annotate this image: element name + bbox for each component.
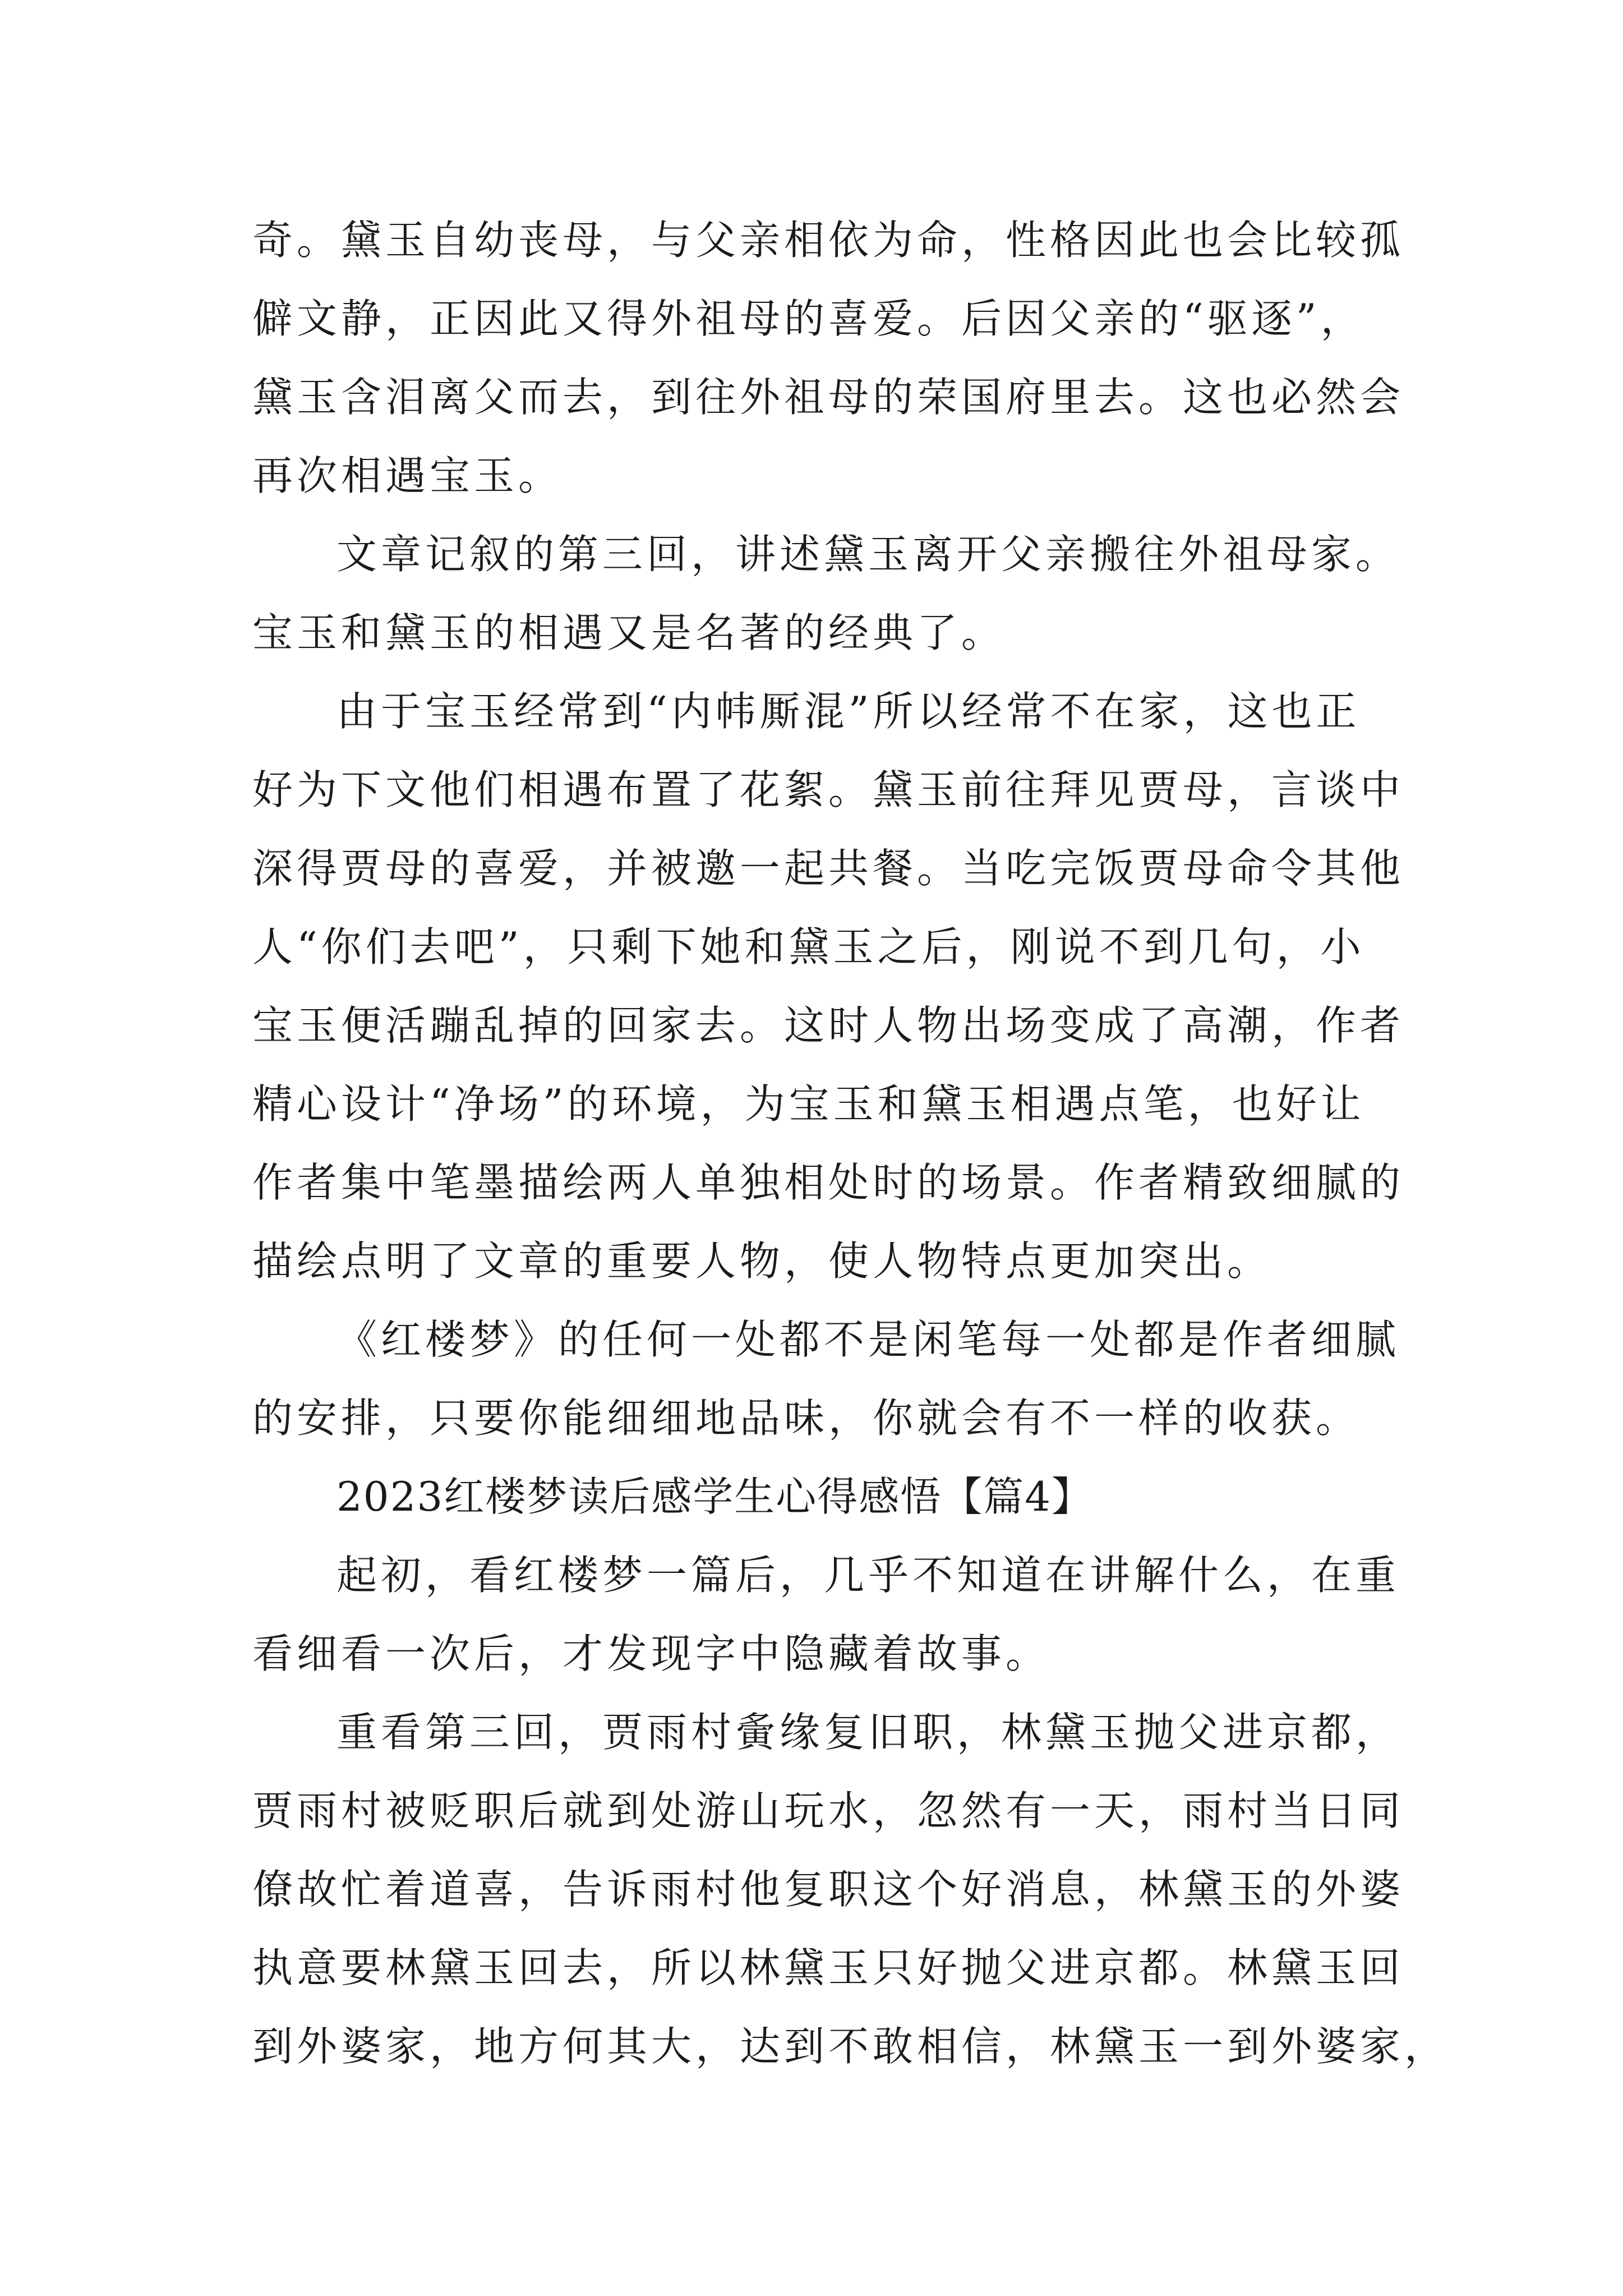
text-line: 作者集中笔墨描绘两人单独相处时的场景。作者精致细腻的 bbox=[252, 1159, 1405, 1206]
text-line: 由于宝玉经常到“内帏厮混”所以经常不在家，这也正 bbox=[336, 688, 1361, 735]
text-line: 到外婆家，地方何其大，达到不敢相信，林黛玉一到外婆家， bbox=[252, 2023, 1449, 2070]
text-line: 人“你们去吧”，只剩下她和黛玉之后，刚说不到几句，小 bbox=[252, 923, 1365, 970]
text-line: 奇。黛玉自幼丧母，与父亲相依为命，性格因此也会比较孤 bbox=[252, 217, 1405, 264]
text-line: 深得贾母的喜爱，并被邀一起共餐。当吃完饭贾母命令其他 bbox=[252, 845, 1405, 892]
text-line: 起初，看红楼梦一篇后，几乎不知道在讲解什么，在重 bbox=[336, 1552, 1400, 1599]
section-heading: 2023红楼梦读后感学生心得感悟【篇4】 bbox=[336, 1473, 1094, 1520]
text-line: 好为下文他们相遇布置了花絮。黛玉前往拜见贾母，言谈中 bbox=[252, 766, 1405, 813]
text-line: 执意要林黛玉回去，所以林黛玉只好抛父进京都。林黛玉回 bbox=[252, 1944, 1405, 1991]
text-line: 精心设计“净场”的环境，为宝玉和黛玉相遇点笔，也好让 bbox=[252, 1080, 1365, 1128]
text-line: 宝玉便活蹦乱掉的回家去。这时人物出场变成了高潮，作者 bbox=[252, 1002, 1405, 1049]
text-line: 文章记叙的第三回，讲述黛玉离开父亲搬往外祖母家。 bbox=[336, 531, 1400, 578]
text-line: 的安排，只要你能细细地品味，你就会有不一样的收获。 bbox=[252, 1395, 1361, 1442]
text-line: 《红楼梦》的任何一处都不是闲笔每一处都是作者细腻 bbox=[336, 1316, 1400, 1363]
text-line: 描绘点明了文章的重要人物，使人物特点更加突出。 bbox=[252, 1237, 1272, 1285]
text-line: 僻文静，正因此又得外祖母的喜爱。后因父亲的“驱逐”， bbox=[252, 295, 1365, 342]
text-line: 再次相遇宝玉。 bbox=[252, 452, 563, 499]
text-line: 看细看一次后，才发现字中隐藏着故事。 bbox=[252, 1630, 1050, 1677]
text-line: 黛玉含泪离父而去，到往外祖母的荣国府里去。这也必然会 bbox=[252, 374, 1405, 421]
text-line: 宝玉和黛玉的相遇又是名著的经典了。 bbox=[252, 609, 1006, 656]
text-line: 重看第三回，贾雨村夤缘复旧职，林黛玉抛父进京都， bbox=[336, 1709, 1400, 1756]
text-line: 贾雨村被贬职后就到处游山玩水，忽然有一天，雨村当日同 bbox=[252, 1787, 1405, 1834]
text-line: 僚故忙着道喜，告诉雨村他复职这个好消息，林黛玉的外婆 bbox=[252, 1866, 1405, 1913]
